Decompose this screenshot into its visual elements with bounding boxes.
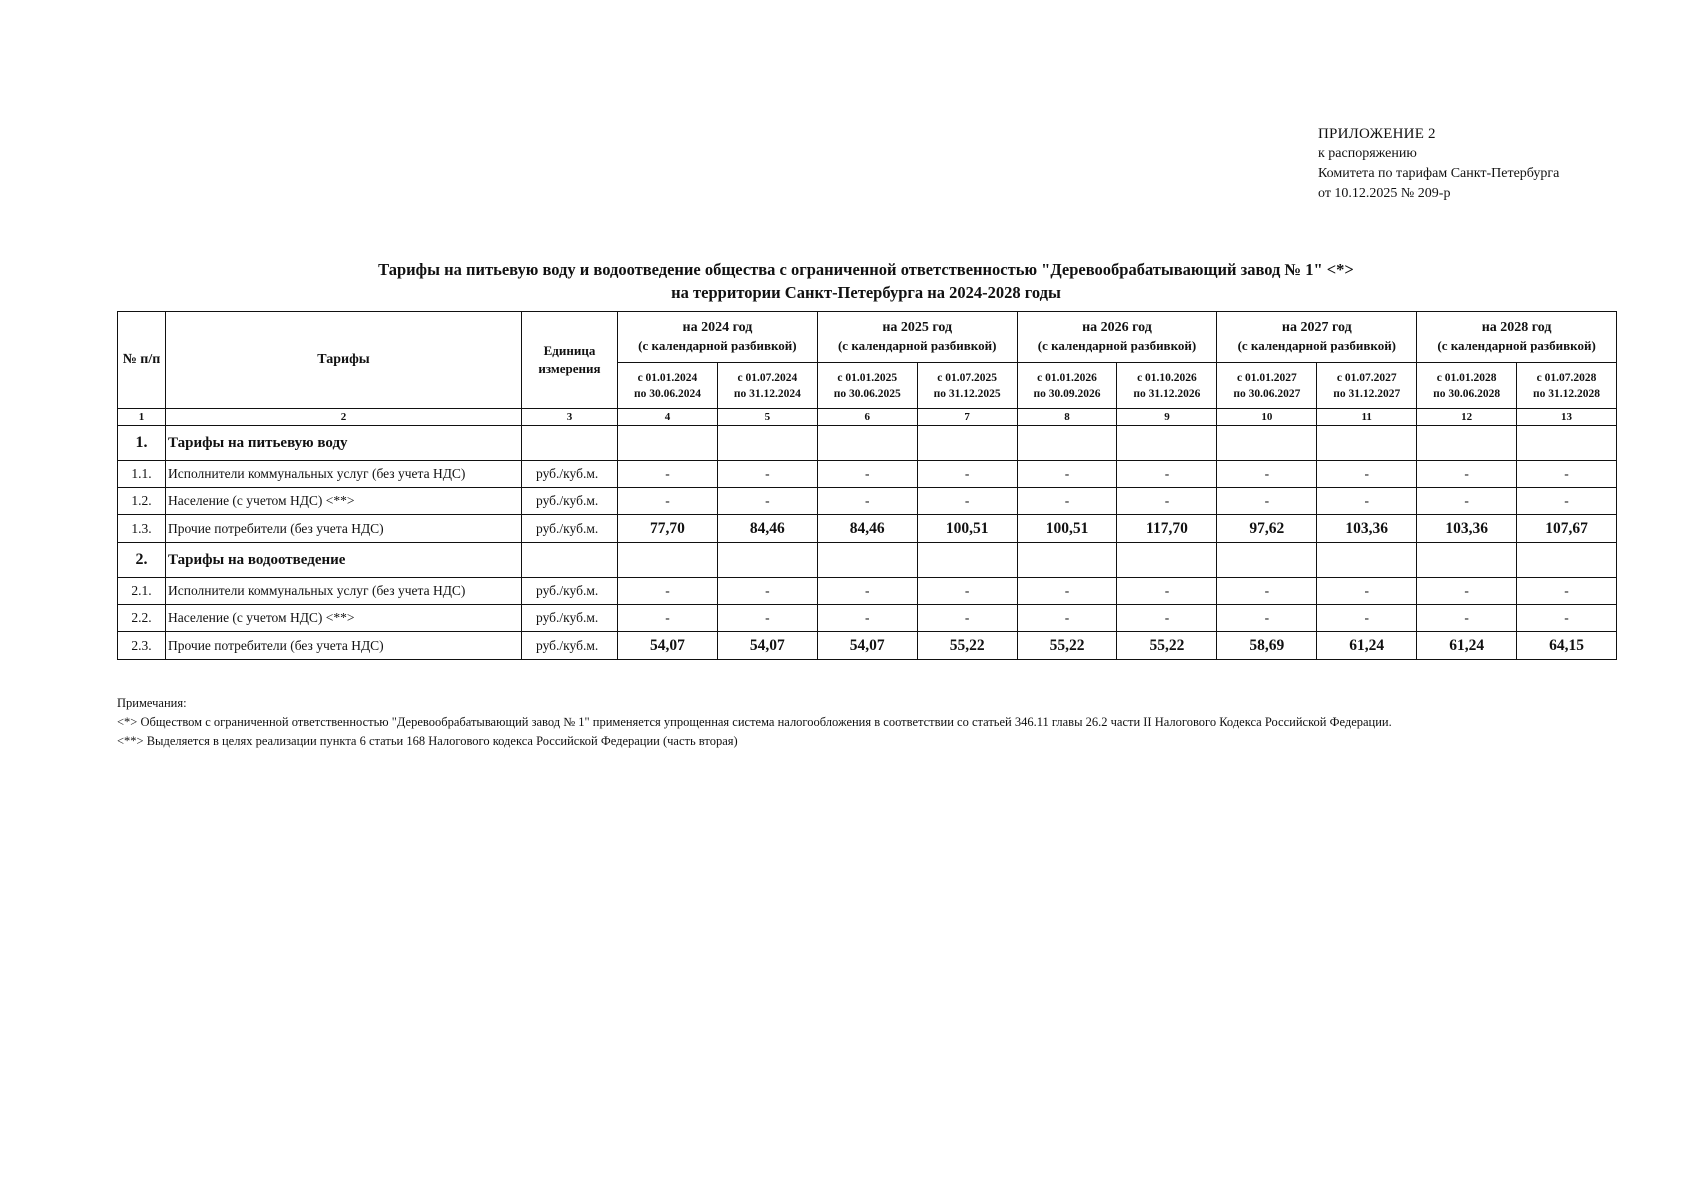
tariff-value: 64,15 [1517,632,1617,660]
header-year [1417,312,1617,363]
header-year-label: на 2024 год [682,320,753,335]
tariff-value: - [717,578,817,605]
tariff-value: - [717,605,817,632]
section-row [118,426,1617,461]
tariff-value: - [1517,578,1617,605]
empty-cell [1317,543,1417,578]
column-number: 11 [1317,409,1417,426]
tariff-value: 84,46 [817,515,917,543]
empty-cell [1317,426,1417,461]
period-from: с 01.01.2025 [837,371,898,384]
period-to: по 30.06.2024 [633,387,701,400]
row-name: Прочие потребители (без учета НДС) [166,515,522,543]
tariff-value: 55,22 [1117,632,1217,660]
header-year [1217,312,1417,363]
column-number: 12 [1417,409,1517,426]
header-year-label: на 2025 год [882,320,953,335]
note-item: <*> Обществом с ограниченной ответственностью "Деревообрабатывающий завод № 1" применяется упрощенная система налогообложения в соответствии со статьей 346.11 главы 26.2 части II Налогового Кодекса Российской Федерации. [117,715,1392,729]
header-year-label: на 2028 год [1481,320,1552,335]
empty-cell [1417,543,1517,578]
column-number: 10 [1217,409,1317,426]
header-unit-label: Единица измерения [538,343,601,376]
tariff-value: - [1317,488,1417,515]
period-from: с 01.10.2026 [1137,371,1197,384]
row-name: Население (с учетом НДС) <**> [166,605,522,632]
empty-cell [522,426,618,461]
tariff-value: - [1317,605,1417,632]
empty-cell [917,426,1017,461]
tariff-value: 103,36 [1317,515,1417,543]
header-period [1417,363,1517,409]
row-unit: руб./куб.м. [522,461,618,488]
empty-cell [1017,426,1117,461]
tariff-value: 97,62 [1217,515,1317,543]
column-number: 3 [522,409,618,426]
tariff-value: - [917,488,1017,515]
row-unit: руб./куб.м. [522,578,618,605]
column-number: 13 [1517,409,1617,426]
tariff-value: 117,70 [1117,515,1217,543]
tariff-value: - [618,461,718,488]
row-number: 1.3. [118,515,166,543]
section-number: 1. [118,426,166,461]
period-to: по 31.12.2025 [933,387,1001,400]
period-to: по 31.12.2024 [733,387,801,400]
period-from: с 01.07.2025 [937,371,997,384]
header-year-sub: (с календарной разбивкой) [1037,338,1197,353]
header-num: № п/п [118,312,166,409]
row-unit: руб./куб.м. [522,605,618,632]
document-title [116,258,1616,304]
tariff-value: 84,46 [717,515,817,543]
empty-cell [717,426,817,461]
tariff-value: - [1017,605,1117,632]
period-from: с 01.07.2028 [1536,371,1597,384]
tariff-value: - [1117,461,1217,488]
tariff-table [117,311,1617,660]
row-number: 1.1. [118,461,166,488]
appendix-line: Комитета по тарифам Санкт-Петербурга [1318,166,1560,181]
tariff-value: - [917,461,1017,488]
column-number: 8 [1017,409,1117,426]
tariff-value: - [1417,488,1517,515]
column-number: 4 [618,409,718,426]
document-title-line-1: Тарифы на питьевую воду и водоотведение общества с ограниченной ответственностью "Деревообрабатывающий завод № 1" <*> [378,260,1354,279]
header-period [618,363,718,409]
tariff-value: - [1117,605,1217,632]
row-name: Исполнители коммунальных услуг (без учета НДС) [166,461,522,488]
tariff-value: - [1517,488,1617,515]
period-to: по 31.12.2026 [1133,387,1201,400]
tariff-value: 103,36 [1417,515,1517,543]
column-number: 2 [166,409,522,426]
tariff-value: - [1017,578,1117,605]
header-period [717,363,817,409]
period-to: по 31.12.2028 [1533,387,1601,400]
period-to: по 30.06.2025 [833,387,901,400]
tariff-value: - [1217,605,1317,632]
empty-cell [717,543,817,578]
column-number: 9 [1117,409,1217,426]
period-to: по 31.12.2027 [1333,387,1401,400]
row-unit: руб./куб.м. [522,632,618,660]
row-number: 2.1. [118,578,166,605]
empty-cell [917,543,1017,578]
tariff-value: - [1117,578,1217,605]
tariff-value: - [618,488,718,515]
period-from: с 01.07.2027 [1336,371,1397,384]
header-period [817,363,917,409]
empty-cell [817,543,917,578]
period-to: по 30.06.2027 [1233,387,1301,400]
header-year-sub: (с календарной разбивкой) [1437,338,1596,353]
note-item: <**> Выделяется в целях реализации пункта 6 статьи 168 Налогового кодекса Российской Федерации (часть вторая) [117,734,738,748]
tariff-value: - [1117,488,1217,515]
header-row-years [118,312,1617,363]
row-unit: руб./куб.м. [522,488,618,515]
tariff-value: - [1517,605,1617,632]
header-tariffs: Тарифы [166,312,522,409]
period-from: с 01.07.2024 [737,371,798,384]
row-name: Прочие потребители (без учета НДС) [166,632,522,660]
period-to: по 30.06.2028 [1433,387,1501,400]
empty-cell [817,426,917,461]
period-from: с 01.01.2024 [637,371,698,384]
header-year-sub: (с календарной разбивкой) [638,338,797,353]
row-number: 1.2. [118,488,166,515]
notes-block [117,694,1657,751]
header-year-label: на 2027 год [1281,320,1352,335]
table-row [118,605,1617,632]
appendix-line: к распоряжению [1318,146,1417,161]
tariff-value: - [1217,461,1317,488]
period-from: с 01.01.2028 [1436,371,1497,384]
tariff-value: 58,69 [1217,632,1317,660]
column-number: 1 [118,409,166,426]
tariff-value: - [917,578,1017,605]
tariff-value: - [618,578,718,605]
section-row [118,543,1617,578]
tariff-value: - [1317,578,1417,605]
period-to: по 30.09.2026 [1033,387,1101,400]
empty-cell [1117,426,1217,461]
appendix-title: ПРИЛОЖЕНИЕ 2 [1318,126,1436,142]
table-row [118,488,1617,515]
table-row [118,578,1617,605]
period-from: с 01.01.2027 [1236,371,1297,384]
tariff-value: 100,51 [917,515,1017,543]
row-number: 2.2. [118,605,166,632]
notes-title: Примечания: [117,696,187,710]
tariff-value: - [817,578,917,605]
section-number: 2. [118,543,166,578]
appendix-line: от 10.12.2025 № 209-р [1318,186,1451,201]
tariff-value: - [1017,488,1117,515]
empty-cell [618,426,718,461]
section-name: Тарифы на питьевую воду [166,426,522,461]
tariff-value: - [1217,578,1317,605]
tariff-value: - [817,605,917,632]
tariff-value: 77,70 [618,515,718,543]
header-year-sub: (с календарной разбивкой) [1237,338,1397,353]
empty-cell [1217,426,1317,461]
empty-cell [1217,543,1317,578]
header-period [1217,363,1317,409]
table-row [118,515,1617,543]
header-period [917,363,1017,409]
tariff-value: - [1417,578,1517,605]
tariff-value: 54,07 [817,632,917,660]
tariff-value: - [1417,461,1517,488]
period-from: с 01.01.2026 [1037,371,1097,384]
tariff-value: 54,07 [717,632,817,660]
empty-cell [618,543,718,578]
header-year [817,312,1017,363]
empty-cell [1517,426,1617,461]
header-period [1317,363,1417,409]
empty-cell [1117,543,1217,578]
tariff-value: 55,22 [1017,632,1117,660]
tariff-value: 55,22 [917,632,1017,660]
row-name: Исполнители коммунальных услуг (без учета НДС) [166,578,522,605]
empty-cell [1517,543,1617,578]
tariff-value: - [1517,461,1617,488]
tariff-value: - [817,488,917,515]
tariff-value: - [717,488,817,515]
tariff-value: 100,51 [1017,515,1117,543]
tariff-value: 61,24 [1317,632,1417,660]
header-year [1017,312,1217,363]
tariff-value: 61,24 [1417,632,1517,660]
table-row [118,632,1617,660]
tariff-value: - [1217,488,1317,515]
header-period [1517,363,1617,409]
header-year-label: на 2026 год [1082,320,1152,335]
tariff-value: - [717,461,817,488]
appendix-block [1318,124,1648,204]
header-unit [522,312,618,409]
tariff-value: - [1017,461,1117,488]
tariff-value: - [1317,461,1417,488]
tariff-value: - [817,461,917,488]
row-name: Население (с учетом НДС) <**> [166,488,522,515]
table-row [118,461,1617,488]
row-unit: руб./куб.м. [522,515,618,543]
tariff-value: - [618,605,718,632]
row-number: 2.3. [118,632,166,660]
tariff-value: 54,07 [618,632,718,660]
tariff-value: 107,67 [1517,515,1617,543]
header-period [1117,363,1217,409]
tariff-value: - [917,605,1017,632]
empty-cell [1417,426,1517,461]
empty-cell [522,543,618,578]
column-number: 7 [917,409,1017,426]
section-name: Тарифы на водоотведение [166,543,522,578]
empty-cell [1017,543,1117,578]
header-period [1017,363,1117,409]
column-number: 5 [717,409,817,426]
header-year-sub: (с календарной разбивкой) [837,338,997,353]
header-year [618,312,818,363]
document-title-line-2: на территории Санкт-Петербурга на 2024-2028 годы [671,283,1061,302]
header-row-column-numbers [118,409,1617,426]
column-number: 6 [817,409,917,426]
tariff-value: - [1417,605,1517,632]
